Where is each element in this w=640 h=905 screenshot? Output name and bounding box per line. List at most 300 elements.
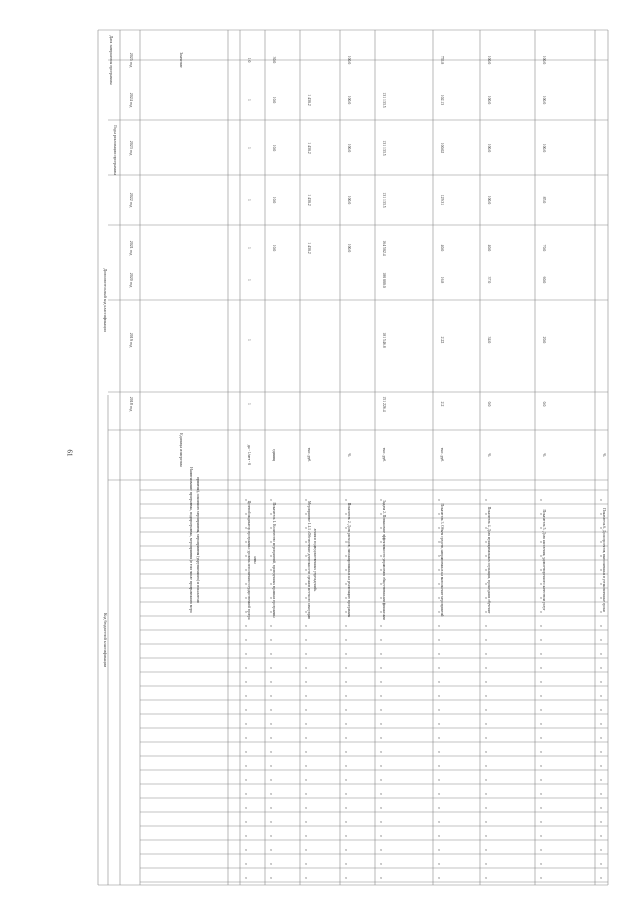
code-digit: 0 [539,849,543,851]
code-digit: 0 [344,569,348,571]
row-value: 30.0 [272,56,276,64]
row-value: 1 [247,339,251,341]
code-digit: 0 [437,695,441,697]
row-value: 1 [247,147,251,149]
row-value: 131 133.5 [382,192,386,208]
header-value: Значение [179,52,184,68]
code-digit: 0 [539,625,543,627]
row-value: 1 [247,247,251,249]
row-value: 10.0 [272,96,276,104]
row-unit: % [542,453,546,457]
row-value: 34.0 [487,336,491,344]
row-value: 0.0 [542,401,546,407]
code-digit: 0 [379,667,383,669]
code-digit: 0 [599,723,603,725]
code-digit: 0 [304,877,308,879]
code-digit: 0 [599,821,603,823]
row-value: 10.0 [272,244,276,252]
code-digit: 0 [304,751,308,753]
code-digit: 0 [269,877,273,879]
code-digit: 0 [244,793,248,795]
code-digit: 0 [599,569,603,571]
year-heading: 2019 год [129,332,134,348]
code-digit: 0 [344,765,348,767]
row-unit: % [487,453,491,457]
row-value: 100.0 [542,95,546,105]
code-digit: 0 [437,835,441,837]
row-value: 1 [247,279,251,281]
code-digit: 0 [484,527,488,529]
code-digit: 0 [379,709,383,711]
code-digit: 0 [344,583,348,585]
code-digit: 0 [437,779,441,781]
code-digit: 0 [599,877,603,879]
code-digit: 0 [437,877,441,879]
code-digit: 0 [539,597,543,599]
code-digit: 0 [484,513,488,515]
code-digit: 0 [304,499,308,501]
code-digit: 0 [269,527,273,529]
code-digit: 0 [599,695,603,697]
code-digit: 0 [599,765,603,767]
code-digit: 0 [484,583,488,585]
code-digit: 0 [304,765,308,767]
row-unit: тыс. руб. [307,447,311,463]
code-digit: 0 [244,765,248,767]
code-digit: 0 [244,569,248,571]
code-digit: 0 [484,709,488,711]
code-digit: 0 [539,779,543,781]
header-years: Годы реализации программы [113,125,118,175]
row-value: 40.0 [487,244,491,252]
code-digit: 0 [379,863,383,865]
code-digit: 0 [484,681,488,683]
code-digit: 0 [269,667,273,669]
code-digit: 0 [344,709,348,711]
year-heading: 2021 год [129,240,134,256]
code-digit: 0 [304,667,308,669]
code-digit: 0 [269,849,273,851]
header-unit: Единица измерения [179,433,184,467]
code-digit: 0 [539,541,543,543]
code-digit: 0 [244,849,248,851]
code-digit: 0 [379,681,383,683]
year-heading: 2025 год [129,52,134,68]
code-digit: 0 [539,695,543,697]
code-digit: 0 [484,737,488,739]
code-digit: 0 [437,849,441,851]
year-heading: 2024 год [129,92,134,108]
code-digit: 0 [244,555,248,557]
code-digit: 0 [599,751,603,753]
code-digit: 0 [437,513,441,515]
code-digit: 0 [539,555,543,557]
code-digit: 0 [379,555,383,557]
row-label: Показатель 1. Количество мероприятий, проведенных в рамках программы [272,502,276,618]
header-completion: Дата завершения программы [109,35,114,85]
code-digit: 0 [269,541,273,543]
code-digit: 0 [379,835,383,837]
row-value: 755.8 [440,55,444,65]
code-digit: 0 [599,527,603,529]
code-digit: 0 [269,597,273,599]
row-value: 10.0 [272,196,276,204]
code-digit: 0 [269,765,273,767]
code-digit: 0 [269,863,273,865]
row-value: 85.0 [542,196,546,204]
row-value: 20.0 [542,336,546,344]
code-digit: 0 [484,597,488,599]
code-digit: 0 [269,695,273,697]
code-digit: 0 [437,793,441,795]
code-digit: 0 [269,625,273,627]
code-digit: 0 [304,709,308,711]
code-digit: 0 [304,513,308,515]
code-digit: 0 [379,639,383,641]
code-digit: 0 [379,765,383,767]
row-value: 1 430.2 [307,142,311,154]
row-value: 1 [247,199,251,201]
row-value: 131 133.5 [382,92,386,108]
row-value: 100.0 [347,95,351,105]
header-program-name-2: приятия), основного мероприятия, мероприятия (укрупненного) и показателя [196,477,200,603]
code-digit: 0 [344,513,348,515]
code-digit: 0 [304,583,308,585]
code-digit: 0 [269,555,273,557]
row-unit: % [602,453,606,457]
code-digit: 0 [379,499,383,501]
code-digit: 0 [599,709,603,711]
code-digit: 0 [344,555,348,557]
code-digit: 0 [344,737,348,739]
code-digit: 0 [599,667,603,669]
code-digit: 0 [437,597,441,599]
code-digit: 0 [379,611,383,613]
row-label: Мероприятие 1.1.1 «Обеспечение деятельности органов местного самоуправ [307,501,311,619]
code-digit: 0 [484,611,488,613]
code-digit: 0 [539,611,543,613]
code-digit: 0 [304,541,308,543]
code-digit: 0 [379,793,383,795]
code-digit: 0 [437,681,441,683]
row-value: 100.0 [347,143,351,153]
code-digit: 0 [244,751,248,753]
row-value: 100.0 [347,195,351,205]
code-digit: 0 [244,639,248,641]
row-value: 164 502.4 [382,240,386,256]
code-digit: 0 [484,569,488,571]
code-digit: 0 [437,653,441,655]
code-digit: 0 [539,527,543,529]
code-digit: 0 [484,499,488,501]
code-digit: 0 [437,569,441,571]
code-digit: 0 [599,835,603,837]
code-digit: 0 [304,821,308,823]
code-digit: 0 [379,569,383,571]
code-digit: 0 [437,527,441,529]
code-digit: 0 [484,863,488,865]
code-digit: 0 [244,821,248,823]
row-value: 16.8 [440,276,444,284]
code-digit: 0 [304,737,308,739]
code-digit: 0 [539,863,543,865]
code-digit: 0 [539,653,543,655]
code-digit: 0 [304,681,308,683]
row-unit: % [347,453,351,457]
code-digit: 0 [437,751,441,753]
row-label: Показатель 5. Доля населения, удовлетворенного качеством услуг [542,509,546,611]
code-digit: 0 [484,541,488,543]
code-digit: 0 [244,681,248,683]
code-digit: 0 [539,793,543,795]
row-value: 100.02 [440,142,444,154]
code-digit: 0 [304,527,308,529]
row-value: 37.0 [487,276,491,284]
row-label-cont: ления и подведомственных учреждений» [313,528,317,592]
row-value: 100.0 [487,55,491,65]
year-heading: 2018 год [129,396,134,412]
code-digit: 0 [304,597,308,599]
row-value: 1.0 [247,57,251,63]
code-digit: 0 [437,583,441,585]
code-digit: 0 [244,807,248,809]
code-digit: 0 [484,793,488,795]
code-digit: 0 [344,597,348,599]
header-budget-code: Код бюджетной классификации [103,613,108,667]
code-digit: 0 [244,541,248,543]
code-digit: 0 [304,835,308,837]
code-digit: 0 [344,527,348,529]
code-digit: 0 [269,499,273,501]
code-digit: 0 [379,625,383,627]
code-digit: 0 [484,779,488,781]
code-digit: 0 [484,835,488,837]
code-digit: 0 [437,541,441,543]
code-digit: 0 [244,625,248,627]
code-digit: 0 [304,849,308,851]
code-digit: 0 [539,835,543,837]
code-digit: 0 [269,835,273,837]
code-digit: 0 [379,779,383,781]
code-digit: 0 [437,863,441,865]
row-value: 102.13 [440,94,444,106]
code-digit: 0 [539,681,543,683]
code-digit: 0 [244,667,248,669]
code-digit: 0 [599,541,603,543]
code-digit: 0 [599,555,603,557]
code-digit: 0 [304,695,308,697]
year-heading: 2022 год [129,192,134,208]
code-digit: 0 [437,611,441,613]
code-digit: 0 [437,723,441,725]
code-digit: 0 [269,709,273,711]
code-digit: 0 [304,639,308,641]
code-digit: 0 [304,807,308,809]
row-value: 100.0 [542,55,546,65]
code-digit: 0 [344,681,348,683]
code-digit: 0 [539,737,543,739]
code-digit: 0 [599,639,603,641]
code-digit: 0 [379,695,383,697]
code-digit: 0 [344,821,348,823]
code-digit: 0 [244,723,248,725]
row-value: 60.0 [542,276,546,284]
code-digit: 0 [379,527,383,529]
code-digit: 0 [539,569,543,571]
row-value: 100.0 [487,95,491,105]
code-digit: 0 [484,849,488,851]
code-digit: 0 [379,597,383,599]
row-value: 100.0 [487,143,491,153]
header-program-name: Наименование программы, подпрограммы, мероприятия (в том числе программного меро [189,467,193,613]
row-value: 100.0 [542,143,546,153]
code-digit: 0 [539,639,543,641]
code-digit: 0 [484,877,488,879]
code-digit: 0 [539,513,543,515]
code-digit: 0 [379,877,383,879]
code-digit: 0 [539,821,543,823]
code-digit: 0 [344,639,348,641]
code-digit: 0 [244,835,248,837]
code-digit: 0 [484,807,488,809]
code-digit: 0 [304,863,308,865]
code-digit: 0 [269,653,273,655]
row-unit: да - 1/нет - 0 [247,444,251,466]
row-value: 129.31 [440,194,444,206]
code-digit: 0 [269,807,273,809]
code-digit: 0 [379,723,383,725]
code-digit: 0 [539,667,543,669]
code-digit: 0 [484,625,488,627]
code-digit: 0 [244,737,248,739]
code-digit: 0 [244,513,248,515]
code-digit: 0 [304,779,308,781]
code-digit: 0 [599,499,603,501]
code-digit: 0 [437,709,441,711]
code-digit: 0 [379,807,383,809]
code-digit: 0 [379,541,383,543]
row-value: 131 133.5 [382,140,386,156]
code-digit: 0 [437,807,441,809]
code-digit: 0 [304,569,308,571]
code-digit: 0 [379,849,383,851]
code-digit: 0 [344,793,348,795]
code-digit: 0 [344,499,348,501]
row-value: 10.0 [272,144,276,152]
code-digit: 0 [437,765,441,767]
row-label-cont: ммы [253,556,257,564]
row-label: Показатель 2. Доля расходов, запланированных на реализацию программы [347,502,351,618]
code-digit: 0 [379,513,383,515]
code-digit: 0 [599,849,603,851]
code-digit: 0 [344,541,348,543]
code-digit: 0 [484,639,488,641]
code-digit: 0 [437,821,441,823]
row-value: 1 [247,99,251,101]
code-digit: 0 [484,765,488,767]
code-digit: 0 [599,625,603,627]
code-digit: 0 [344,653,348,655]
code-digit: 0 [379,653,383,655]
code-digit: 0 [484,723,488,725]
code-digit: 0 [379,751,383,753]
code-digit: 0 [599,611,603,613]
code-digit: 0 [344,849,348,851]
code-digit: 0 [344,779,348,781]
page-number: 61 [65,449,74,457]
code-digit: 0 [539,751,543,753]
code-digit: 0 [599,597,603,599]
code-digit: 0 [484,695,488,697]
code-digit: 0 [599,863,603,865]
code-digit: 0 [484,555,488,557]
code-digit: 0 [599,779,603,781]
code-digit: 0 [304,793,308,795]
code-digit: 0 [344,835,348,837]
code-digit: 0 [244,695,248,697]
code-digit: 0 [437,639,441,641]
code-digit: 0 [379,821,383,823]
code-digit: 0 [269,513,273,515]
code-digit: 0 [539,765,543,767]
code-digit: 0 [344,751,348,753]
code-digit: 0 [599,513,603,515]
code-digit: 0 [344,807,348,809]
code-digit: 0 [244,499,248,501]
code-digit: 0 [344,877,348,879]
code-digit: 0 [539,807,543,809]
code-digit: 0 [269,583,273,585]
code-digit: 0 [304,723,308,725]
code-digit: 0 [244,611,248,613]
row-label: Показатель 4. Доля муниципальных служащих, прошедших обучение [487,506,491,614]
code-digit: 0 [244,863,248,865]
row-unit: тыс. руб. [382,447,386,463]
row-value: 40.0 [440,244,444,252]
row-value: 2.2 [440,401,444,407]
row-value: 100.0 [487,195,491,205]
row-value: 180 000.0 [382,272,386,288]
row-unit: тыс. руб. [440,447,444,463]
code-digit: 0 [269,779,273,781]
code-digit: 0 [539,583,543,585]
row-value: 1 430.2 [307,242,311,254]
code-digit: 0 [437,499,441,501]
row-label: Показатель 6. Доля проектов, выполненных в установленные сроки [602,508,606,612]
code-digit: 0 [344,863,348,865]
code-digit: 0 [344,625,348,627]
code-digit: 0 [304,653,308,655]
code-digit: 0 [269,611,273,613]
row-label: Целевой индикатор программы: уровень исполнения государственной програ [247,500,251,620]
code-digit: 0 [437,555,441,557]
code-digit: 0 [539,709,543,711]
row-value: 70.0 [542,244,546,252]
code-digit: 0 [599,793,603,795]
code-digit: 0 [304,555,308,557]
year-heading: 2020 год [129,272,134,288]
row-unit: единиц [272,449,276,461]
code-digit: 0 [244,527,248,529]
header-dop-codes: Дополнительный код классификации [103,268,108,332]
code-digit: 0 [599,681,603,683]
row-value: 100.0 [347,243,351,253]
row-value: 1 430.2 [307,94,311,106]
row-value: 151 226.4 [382,396,386,412]
code-digit: 0 [379,737,383,739]
year-heading: 2023 год [129,140,134,156]
code-digit: 0 [539,723,543,725]
